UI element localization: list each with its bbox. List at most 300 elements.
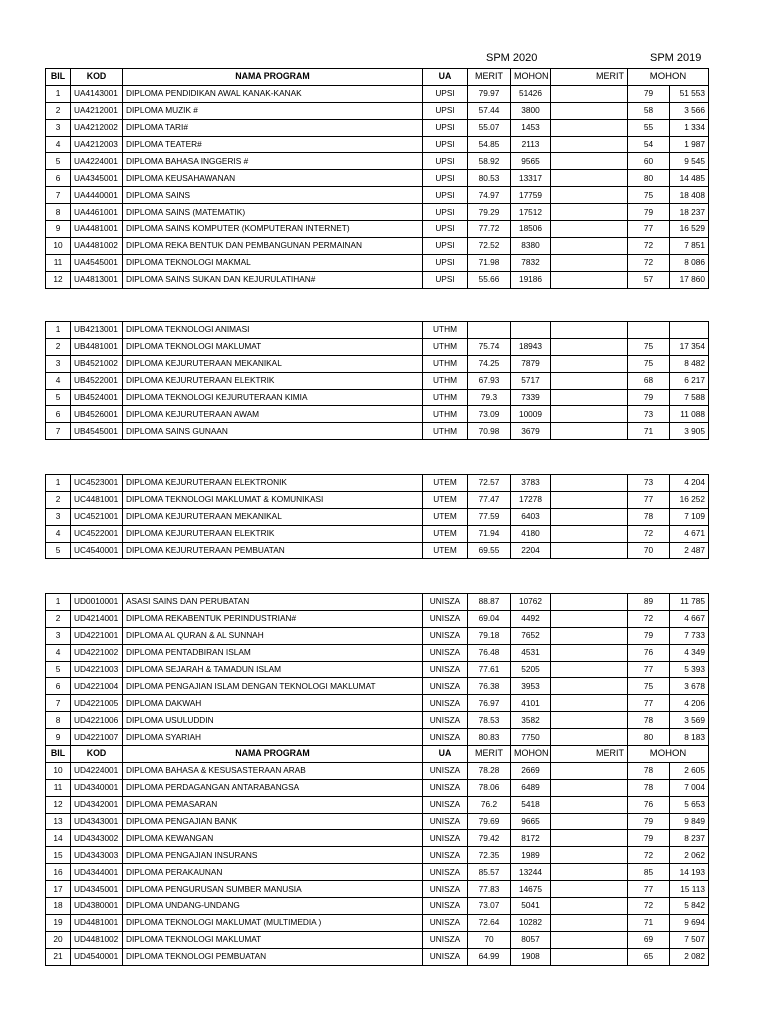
col-mohon-2019-header: MOHON bbox=[628, 746, 709, 763]
table-row bbox=[46, 712, 709, 729]
program-name-cell: DIPLOMA KEJURUTERAAN MEKANIKAL bbox=[123, 508, 423, 525]
col-merit-2020-header: MERIT bbox=[468, 69, 511, 86]
mohon-2019-cell: 8 482 bbox=[670, 355, 709, 372]
col-nama-header: NAMA PROGRAM bbox=[123, 746, 423, 763]
spacer-cell bbox=[551, 508, 628, 525]
mohon-2020-cell: 7339 bbox=[511, 389, 551, 406]
kod-cell: UD4221007 bbox=[71, 729, 123, 746]
mohon-2019-cell: 7 851 bbox=[670, 237, 709, 254]
bil-cell: 2 bbox=[46, 491, 71, 508]
ua-cell: UTEM bbox=[423, 508, 468, 525]
table-row bbox=[46, 491, 709, 508]
merit-2020-cell: 76.38 bbox=[468, 678, 511, 695]
bil-cell: 8 bbox=[46, 204, 71, 221]
kod-cell: UB4522001 bbox=[71, 372, 123, 389]
mohon-2020-cell: 5418 bbox=[511, 796, 551, 813]
table-row bbox=[46, 779, 709, 796]
merit-2020-cell: 85.57 bbox=[468, 864, 511, 881]
mohon-2019-cell: 7 588 bbox=[670, 389, 709, 406]
merit-2019-cell: 60 bbox=[628, 153, 670, 170]
mohon-2020-cell: 6403 bbox=[511, 508, 551, 525]
merit-2020-cell: 55.07 bbox=[468, 119, 511, 136]
bil-cell: 5 bbox=[46, 542, 71, 559]
spacer-cell bbox=[551, 475, 628, 492]
kod-cell: UB4526001 bbox=[71, 406, 123, 423]
table-header-row bbox=[46, 69, 709, 86]
ua-cell: UNISZA bbox=[423, 762, 468, 779]
kod-cell: UD4540001 bbox=[71, 948, 123, 965]
spacer-cell bbox=[551, 898, 628, 915]
mohon-2020-cell: 7879 bbox=[511, 355, 551, 372]
table-row bbox=[46, 796, 709, 813]
merit-2019-cell: 72 bbox=[628, 610, 670, 627]
table-row bbox=[46, 644, 709, 661]
ua-cell: UNISZA bbox=[423, 948, 468, 965]
merit-2020-cell: 75.74 bbox=[468, 338, 511, 355]
program-name-cell: DIPLOMA SAINS (MATEMATIK) bbox=[123, 204, 423, 221]
spacer-cell bbox=[551, 712, 628, 729]
spacer-cell bbox=[551, 762, 628, 779]
mohon-2020-cell: 1989 bbox=[511, 847, 551, 864]
ua-cell: UNISZA bbox=[423, 627, 468, 644]
merit-2020-cell: 74.97 bbox=[468, 187, 511, 204]
bil-cell: 17 bbox=[46, 881, 71, 898]
kod-cell: UD4340001 bbox=[71, 779, 123, 796]
bil-cell: 15 bbox=[46, 847, 71, 864]
kod-cell: UA4212003 bbox=[71, 136, 123, 153]
merit-2020-cell: 77.83 bbox=[468, 881, 511, 898]
merit-2019-cell: 77 bbox=[628, 661, 670, 678]
merit-2019-cell: 70 bbox=[628, 542, 670, 559]
program-name-cell: DIPLOMA PENGAJIAN BANK bbox=[123, 813, 423, 830]
merit-2019-cell: 79 bbox=[628, 627, 670, 644]
table-row bbox=[46, 508, 709, 525]
kod-cell: UA4212001 bbox=[71, 102, 123, 119]
bil-cell: 4 bbox=[46, 644, 71, 661]
spacer-cell bbox=[551, 355, 628, 372]
kod-cell: UC4540001 bbox=[71, 542, 123, 559]
program-name-cell: DIPLOMA TEATER# bbox=[123, 136, 423, 153]
merit-2019-cell: 79 bbox=[628, 830, 670, 847]
mohon-2020-cell: 7652 bbox=[511, 627, 551, 644]
program-name-cell: DIPLOMA TEKNOLOGI KEJURUTERAAN KIMIA bbox=[123, 389, 423, 406]
kod-cell: UD4224001 bbox=[71, 762, 123, 779]
bil-cell: 20 bbox=[46, 931, 71, 948]
mohon-2020-cell: 3800 bbox=[511, 102, 551, 119]
merit-2019-cell: 79 bbox=[628, 813, 670, 830]
mohon-2019-cell: 51 553 bbox=[670, 85, 709, 102]
spacer-cell bbox=[551, 271, 628, 288]
mohon-2019-cell: 3 569 bbox=[670, 712, 709, 729]
table-row bbox=[46, 254, 709, 271]
kod-cell: UA4813001 bbox=[71, 271, 123, 288]
kod-cell: UD4221001 bbox=[71, 627, 123, 644]
bil-cell: 12 bbox=[46, 796, 71, 813]
ua-cell: UTEM bbox=[423, 542, 468, 559]
bil-cell: 1 bbox=[46, 475, 71, 492]
merit-2019-cell: 80 bbox=[628, 170, 670, 187]
table-row bbox=[46, 271, 709, 288]
table-row bbox=[46, 372, 709, 389]
table-row bbox=[46, 610, 709, 627]
merit-2019-cell: 54 bbox=[628, 136, 670, 153]
merit-2019-cell: 55 bbox=[628, 119, 670, 136]
mohon-2019-cell: 4 671 bbox=[670, 525, 709, 542]
merit-2019-cell: 72 bbox=[628, 898, 670, 915]
table-row bbox=[46, 338, 709, 355]
merit-2020-cell: 64.99 bbox=[468, 948, 511, 965]
kod-cell: UA4345001 bbox=[71, 170, 123, 187]
kod-cell: UD4344001 bbox=[71, 864, 123, 881]
ua-cell: UPSI bbox=[423, 237, 468, 254]
merit-2020-cell: 76.97 bbox=[468, 695, 511, 712]
mohon-2020-cell: 3783 bbox=[511, 475, 551, 492]
spacer-cell bbox=[551, 542, 628, 559]
spacer-cell bbox=[551, 948, 628, 965]
table-row bbox=[46, 170, 709, 187]
table-row bbox=[46, 830, 709, 847]
merit-2019-cell: 72 bbox=[628, 254, 670, 271]
spacer-cell bbox=[551, 881, 628, 898]
table-row bbox=[46, 695, 709, 712]
table-row bbox=[46, 914, 709, 931]
program-name-cell: DIPLOMA PEMASARAN bbox=[123, 796, 423, 813]
bil-cell: 1 bbox=[46, 322, 71, 339]
kod-cell: UA4224001 bbox=[71, 153, 123, 170]
mohon-2019-cell: 7 733 bbox=[670, 627, 709, 644]
spacer-cell bbox=[551, 372, 628, 389]
bil-cell: 1 bbox=[46, 85, 71, 102]
table-row bbox=[46, 119, 709, 136]
mohon-2020-cell: 8057 bbox=[511, 931, 551, 948]
mohon-2019-cell: 7 507 bbox=[670, 931, 709, 948]
mohon-2020-cell: 10009 bbox=[511, 406, 551, 423]
kod-cell: UC4522001 bbox=[71, 525, 123, 542]
bil-cell: 10 bbox=[46, 762, 71, 779]
mohon-2019-cell: 11 088 bbox=[670, 406, 709, 423]
program-name-cell: DIPLOMA DAKWAH bbox=[123, 695, 423, 712]
kod-cell: UD0010001 bbox=[71, 594, 123, 611]
ua-cell: UTEM bbox=[423, 475, 468, 492]
merit-2020-cell: 73.07 bbox=[468, 898, 511, 915]
mohon-2019-cell: 14 193 bbox=[670, 864, 709, 881]
bil-cell: 3 bbox=[46, 627, 71, 644]
ua-cell: UNISZA bbox=[423, 712, 468, 729]
kod-cell: UB4524001 bbox=[71, 389, 123, 406]
merit-2020-cell: 79.97 bbox=[468, 85, 511, 102]
program-name-cell: DIPLOMA AL QURAN & AL SUNNAH bbox=[123, 627, 423, 644]
merit-2019-cell: 73 bbox=[628, 406, 670, 423]
program-name-cell: DIPLOMA SAINS SUKAN DAN KEJURULATIHAN# bbox=[123, 271, 423, 288]
bil-cell: 5 bbox=[46, 389, 71, 406]
table-row bbox=[46, 153, 709, 170]
program-name-cell: DIPLOMA TEKNOLOGI MAKLUMAT & KOMUNIKASI bbox=[123, 491, 423, 508]
table-row bbox=[46, 627, 709, 644]
kod-cell: UA4461001 bbox=[71, 204, 123, 221]
table-row bbox=[46, 85, 709, 102]
merit-2019-cell: 75 bbox=[628, 678, 670, 695]
bil-cell: 12 bbox=[46, 271, 71, 288]
merit-2020-cell bbox=[468, 322, 511, 339]
bil-cell: 2 bbox=[46, 102, 71, 119]
program-name-cell: DIPLOMA REKA BENTUK DAN PEMBANGUNAN PERMAINAN bbox=[123, 237, 423, 254]
col-nama-header: NAMA PROGRAM bbox=[123, 69, 423, 86]
merit-2019-cell: 80 bbox=[628, 729, 670, 746]
table-row bbox=[46, 237, 709, 254]
merit-2020-cell: 77.47 bbox=[468, 491, 511, 508]
mohon-2019-cell: 2 487 bbox=[670, 542, 709, 559]
spacer-cell bbox=[551, 423, 628, 440]
mohon-2019-cell: 18 237 bbox=[670, 204, 709, 221]
kod-cell: UD4221002 bbox=[71, 644, 123, 661]
table-row bbox=[46, 475, 709, 492]
merit-2020-cell: 80.83 bbox=[468, 729, 511, 746]
program-name-cell: DIPLOMA PERDAGANGAN ANTARABANGSA bbox=[123, 779, 423, 796]
kod-cell: UD4343003 bbox=[71, 847, 123, 864]
merit-2020-cell: 79.42 bbox=[468, 830, 511, 847]
mohon-2019-cell: 9 694 bbox=[670, 914, 709, 931]
merit-2019-cell: 69 bbox=[628, 931, 670, 948]
mohon-2019-cell: 16 529 bbox=[670, 221, 709, 238]
merit-2019-cell: 77 bbox=[628, 695, 670, 712]
program-name-cell: DIPLOMA KEJURUTERAAN ELEKTRONIK bbox=[123, 475, 423, 492]
mohon-2020-cell: 13244 bbox=[511, 864, 551, 881]
bil-cell: 3 bbox=[46, 508, 71, 525]
kod-cell: UD4221005 bbox=[71, 695, 123, 712]
unisza-table bbox=[45, 593, 709, 966]
mohon-2020-cell: 8380 bbox=[511, 237, 551, 254]
spm-2020-heading: SPM 2020 bbox=[486, 52, 538, 64]
spacer-cell bbox=[551, 204, 628, 221]
mohon-2019-cell: 3 566 bbox=[670, 102, 709, 119]
ua-cell: UPSI bbox=[423, 170, 468, 187]
col-bil-header: BIL bbox=[46, 746, 71, 763]
table-row bbox=[46, 847, 709, 864]
kod-cell: UB4521002 bbox=[71, 355, 123, 372]
bil-cell: 14 bbox=[46, 830, 71, 847]
merit-2019-cell: 78 bbox=[628, 762, 670, 779]
mohon-2019-cell: 3 905 bbox=[670, 423, 709, 440]
merit-2020-cell: 67.93 bbox=[468, 372, 511, 389]
ua-cell: UNISZA bbox=[423, 729, 468, 746]
program-name-cell: DIPLOMA KEJURUTERAAN PEMBUATAN bbox=[123, 542, 423, 559]
merit-2020-cell: 70.98 bbox=[468, 423, 511, 440]
merit-2019-cell: 89 bbox=[628, 594, 670, 611]
mohon-2020-cell: 6489 bbox=[511, 779, 551, 796]
mohon-2019-cell: 18 408 bbox=[670, 187, 709, 204]
bil-cell: 16 bbox=[46, 864, 71, 881]
table-row bbox=[46, 389, 709, 406]
ua-cell: UNISZA bbox=[423, 830, 468, 847]
mohon-2020-cell: 10762 bbox=[511, 594, 551, 611]
table-row bbox=[46, 813, 709, 830]
kod-cell: UD4380001 bbox=[71, 898, 123, 915]
merit-2020-cell: 77.72 bbox=[468, 221, 511, 238]
mohon-2020-cell: 9665 bbox=[511, 813, 551, 830]
mohon-2019-cell: 2 082 bbox=[670, 948, 709, 965]
mohon-2019-cell: 4 206 bbox=[670, 695, 709, 712]
merit-2020-cell: 57.44 bbox=[468, 102, 511, 119]
ua-cell: UNISZA bbox=[423, 779, 468, 796]
kod-cell: UD4342001 bbox=[71, 796, 123, 813]
merit-2020-cell: 73.09 bbox=[468, 406, 511, 423]
mohon-2020-cell: 2113 bbox=[511, 136, 551, 153]
merit-2019-cell: 79 bbox=[628, 85, 670, 102]
table-row bbox=[46, 525, 709, 542]
merit-2020-cell: 72.52 bbox=[468, 237, 511, 254]
program-name-cell: DIPLOMA TEKNOLOGI MAKLUMAT bbox=[123, 931, 423, 948]
spacer-cell bbox=[551, 644, 628, 661]
spacer-cell bbox=[551, 695, 628, 712]
ua-cell: UPSI bbox=[423, 187, 468, 204]
merit-2019-cell: 57 bbox=[628, 271, 670, 288]
mohon-2019-cell: 4 667 bbox=[670, 610, 709, 627]
merit-2019-cell: 76 bbox=[628, 796, 670, 813]
mohon-2020-cell: 4101 bbox=[511, 695, 551, 712]
spacer-cell bbox=[551, 864, 628, 881]
ua-cell: UPSI bbox=[423, 85, 468, 102]
kod-cell: UB4545001 bbox=[71, 423, 123, 440]
spacer-cell bbox=[551, 136, 628, 153]
mohon-2019-cell: 1 334 bbox=[670, 119, 709, 136]
table-row bbox=[46, 322, 709, 339]
table-row bbox=[46, 762, 709, 779]
mohon-2020-cell: 4180 bbox=[511, 525, 551, 542]
mohon-2020-cell: 5205 bbox=[511, 661, 551, 678]
upsi-table bbox=[45, 68, 709, 289]
bil-cell: 7 bbox=[46, 423, 71, 440]
program-name-cell: DIPLOMA TEKNOLOGI PEMBUATAN bbox=[123, 948, 423, 965]
mohon-2019-cell: 17 354 bbox=[670, 338, 709, 355]
col-mohon-2020-header: MOHON bbox=[511, 746, 551, 763]
spacer-cell bbox=[551, 847, 628, 864]
mohon-2020-cell: 3953 bbox=[511, 678, 551, 695]
ua-cell: UTHM bbox=[423, 423, 468, 440]
bil-cell: 6 bbox=[46, 678, 71, 695]
bil-cell: 11 bbox=[46, 254, 71, 271]
uthm-table bbox=[45, 321, 709, 440]
ua-cell: UNISZA bbox=[423, 898, 468, 915]
mohon-2019-cell: 5 842 bbox=[670, 898, 709, 915]
program-name-cell: DIPLOMA TEKNOLOGI ANIMASI bbox=[123, 322, 423, 339]
table-row bbox=[46, 678, 709, 695]
ua-cell: UNISZA bbox=[423, 813, 468, 830]
kod-cell: UA4440001 bbox=[71, 187, 123, 204]
table-row bbox=[46, 423, 709, 440]
table-header-row bbox=[46, 746, 709, 763]
kod-cell: UD4343002 bbox=[71, 830, 123, 847]
merit-2019-cell: 72 bbox=[628, 525, 670, 542]
col-merit-2019-header: MERIT bbox=[551, 69, 628, 86]
merit-2020-cell: 78.06 bbox=[468, 779, 511, 796]
merit-2019-cell bbox=[628, 322, 670, 339]
table-row bbox=[46, 881, 709, 898]
kod-cell: UC4521001 bbox=[71, 508, 123, 525]
merit-2020-cell: 72.57 bbox=[468, 475, 511, 492]
bil-cell: 6 bbox=[46, 170, 71, 187]
bil-cell: 10 bbox=[46, 237, 71, 254]
merit-2019-cell: 75 bbox=[628, 338, 670, 355]
mohon-2020-cell: 3582 bbox=[511, 712, 551, 729]
merit-2020-cell: 79.3 bbox=[468, 389, 511, 406]
ua-cell: UNISZA bbox=[423, 644, 468, 661]
bil-cell: 3 bbox=[46, 119, 71, 136]
program-name-cell: DIPLOMA SEJARAH & TAMADUN ISLAM bbox=[123, 661, 423, 678]
ua-cell: UTHM bbox=[423, 338, 468, 355]
program-name-cell: DIPLOMA TEKNOLOGI MAKLUMAT (MULTIMEDIA ) bbox=[123, 914, 423, 931]
table-row bbox=[46, 221, 709, 238]
merit-2020-cell: 79.18 bbox=[468, 627, 511, 644]
col-merit-2020-header: MERIT bbox=[468, 746, 511, 763]
spacer-cell bbox=[551, 678, 628, 695]
mohon-2019-cell: 1 987 bbox=[670, 136, 709, 153]
kod-cell: UD4345001 bbox=[71, 881, 123, 898]
kod-cell: UA4545001 bbox=[71, 254, 123, 271]
mohon-2019-cell: 7 004 bbox=[670, 779, 709, 796]
program-name-cell: DIPLOMA USULUDDIN bbox=[123, 712, 423, 729]
merit-2020-cell: 72.35 bbox=[468, 847, 511, 864]
ua-cell: UTHM bbox=[423, 355, 468, 372]
table-row bbox=[46, 187, 709, 204]
program-name-cell: DIPLOMA TARI# bbox=[123, 119, 423, 136]
merit-2019-cell: 85 bbox=[628, 864, 670, 881]
bil-cell: 5 bbox=[46, 661, 71, 678]
mohon-2019-cell: 8 237 bbox=[670, 830, 709, 847]
kod-cell: UD4481001 bbox=[71, 914, 123, 931]
spacer-cell bbox=[551, 914, 628, 931]
kod-cell: UA4481002 bbox=[71, 237, 123, 254]
mohon-2019-cell: 4 204 bbox=[670, 475, 709, 492]
mohon-2020-cell: 5717 bbox=[511, 372, 551, 389]
spacer-cell bbox=[551, 237, 628, 254]
merit-2019-cell: 72 bbox=[628, 847, 670, 864]
ua-cell: UTEM bbox=[423, 525, 468, 542]
ua-cell: UNISZA bbox=[423, 594, 468, 611]
mohon-2020-cell: 51426 bbox=[511, 85, 551, 102]
program-name-cell: DIPLOMA KEWANGAN bbox=[123, 830, 423, 847]
ua-cell: UNISZA bbox=[423, 864, 468, 881]
program-name-cell: DIPLOMA PERAKAUNAN bbox=[123, 864, 423, 881]
spacer-cell bbox=[551, 322, 628, 339]
program-name-cell: DIPLOMA SAINS KOMPUTER (KOMPUTERAN INTERNET) bbox=[123, 221, 423, 238]
merit-2020-cell: 69.04 bbox=[468, 610, 511, 627]
utem-table bbox=[45, 474, 709, 559]
kod-cell: UD4214001 bbox=[71, 610, 123, 627]
mohon-2019-cell: 2 605 bbox=[670, 762, 709, 779]
merit-2020-cell: 54.85 bbox=[468, 136, 511, 153]
ua-cell: UPSI bbox=[423, 204, 468, 221]
col-bil-header: BIL bbox=[46, 69, 71, 86]
merit-2020-cell: 55.66 bbox=[468, 271, 511, 288]
mohon-2020-cell: 9565 bbox=[511, 153, 551, 170]
program-name-cell: DIPLOMA TEKNOLOGI MAKLUMAT bbox=[123, 338, 423, 355]
ua-cell: UPSI bbox=[423, 271, 468, 288]
spacer-cell bbox=[551, 661, 628, 678]
ua-cell: UNISZA bbox=[423, 931, 468, 948]
ua-cell: UNISZA bbox=[423, 695, 468, 712]
mohon-2020-cell: 18506 bbox=[511, 221, 551, 238]
ua-cell: UNISZA bbox=[423, 914, 468, 931]
mohon-2020-cell: 10282 bbox=[511, 914, 551, 931]
kod-cell: UA4212002 bbox=[71, 119, 123, 136]
col-ua-header: UA bbox=[423, 746, 468, 763]
kod-cell: UA4143001 bbox=[71, 85, 123, 102]
bil-cell: 21 bbox=[46, 948, 71, 965]
merit-2019-cell: 71 bbox=[628, 914, 670, 931]
kod-cell: UD4343001 bbox=[71, 813, 123, 830]
mohon-2019-cell: 17 860 bbox=[670, 271, 709, 288]
program-name-cell: DIPLOMA BAHASA & KESUSASTERAAN ARAB bbox=[123, 762, 423, 779]
